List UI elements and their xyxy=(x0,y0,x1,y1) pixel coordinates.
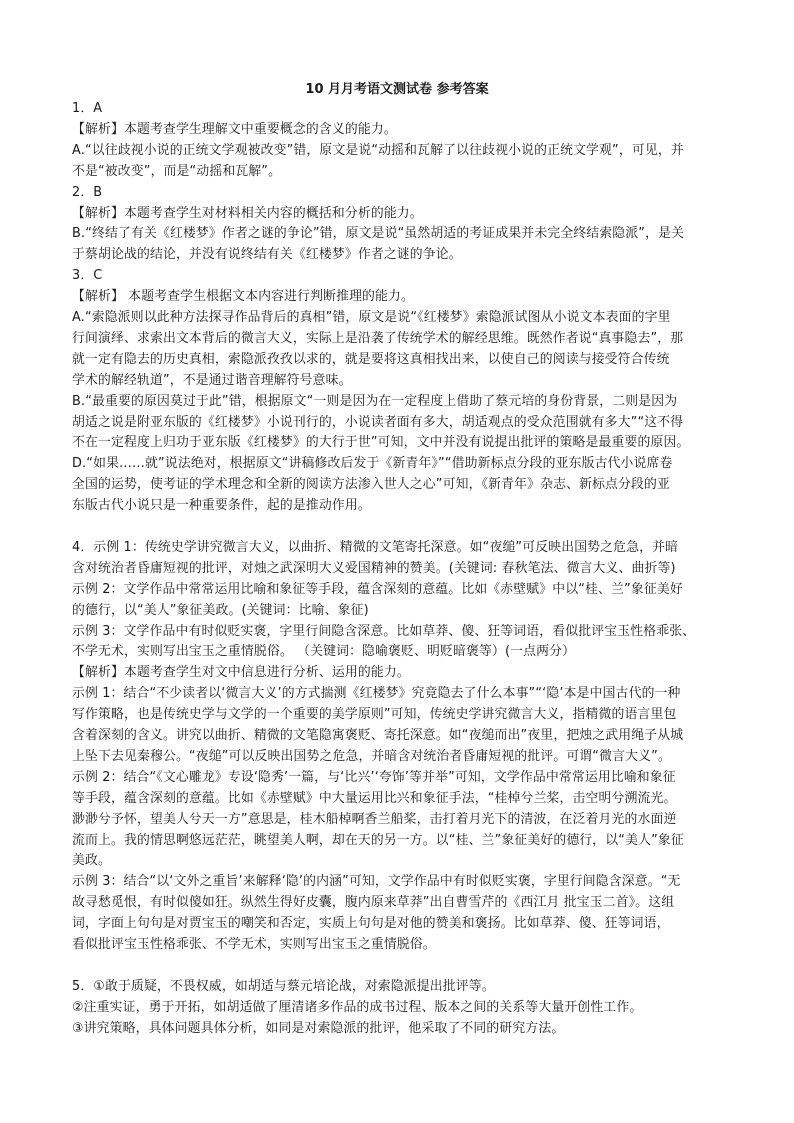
text-line: 不是“被改变”，而是“动摇和瓦解”。 xyxy=(72,163,282,179)
text-line: 词，字面上句句是对贾宝玉的嘲笑和否定，实质上句句是对他的赞美和褒扬。比如草莽、傻、狂等词语， xyxy=(72,916,670,932)
text-line: 2．B xyxy=(72,184,103,200)
text-line: 上坠下去见秦穆公。“夜缒”可以反映出国势之危急，并暗含对统治者昏庸短视的批评。可谓“微言大义”。 xyxy=(72,748,671,764)
text-line: 【解析】本题考查学生理解文中重要概念的含义的能力。 xyxy=(72,121,397,137)
text-line: 全国的运势，使考证的学术理念和全新的阅读方法渗入世人之心”可知，《新青年》杂志、新标点分段的亚 xyxy=(72,477,671,493)
text-line: A.“以往歧视小说的正统文学观被改变”错，原文是说“动摇和瓦解了以往歧视小说的正统文学观”，可见，并 xyxy=(72,142,684,158)
text-line: 学术的解经轨道”，不是通过谐音理解符号意味。 xyxy=(72,372,352,388)
text-line: 写作策略，也是传统史学与文学的一个重要的美学原则”可知，传统史学讲究微言大义，指精微的语言里包 xyxy=(72,707,677,723)
text-line: 故寻愁觅恨，有时似傻如狂。纵然生得好皮囊，腹内原来草莽”出自曹雪芹的《西江月 批宝玉二首》。这组 xyxy=(72,895,675,911)
text-line: 4．示例 1：传统史学讲究微言大义，以曲折、精微的文笔寄托深意。如“夜缒”可反映出国势之危急，并暗 xyxy=(72,539,679,555)
text-line: 的德行，以“美人”象征美政。(关键词：比喻、象征) xyxy=(72,602,369,618)
text-line: 示例 1：结合“不少读者以‘微言大义’的方式揣测《红楼梦》究竟隐去了什么本事”“‘隐’本是中国古代的一种 xyxy=(72,686,681,702)
text-line: 美政。 xyxy=(72,853,111,869)
text-line: 不学无术，实则写出宝玉之重情脱俗。 （关键词：隐喻褒贬、明贬暗褒等）(一点两分） xyxy=(72,644,576,660)
text-line: D.“如果……就”说法绝对，根据原文“讲稿修改后发于《新青年》”“借助新标点分段的亚东版古代小说席卷 xyxy=(72,456,673,472)
text-line: 等手段，蕴含深刻的意蕴。比如《赤壁赋》中大量运用比兴和象征手法，“桂棹兮兰桨，击空明兮溯流光。 xyxy=(72,790,677,806)
text-line: 含着深刻的含义。讲究以曲折、精微的文笔隐寓褒贬、寄托深意。如“夜缒而出”夜里，把烛之武用绳子从城 xyxy=(72,728,684,743)
text-line: 看似批评宝玉性格乖张、不学无术，实则写出宝玉之重情脱俗。 xyxy=(72,937,436,952)
text-line: 5．①敢于质疑，不畏权威，如胡适与蔡元培论战，对索隐派提出批评等。 xyxy=(72,978,495,994)
text-line: 东版古代小说只是一种重要条件，起的是推动作用。 xyxy=(72,498,371,514)
text-line: A.“索隐派则以此种方法探寻作品背后的真相”错，原文是说“《红楼梦》索隐派试图从小说文本表面的字里 xyxy=(72,310,671,325)
text-line: 【解析】本题考查学生对材料相关内容的概括和分析的能力。 xyxy=(72,205,423,221)
text-line: 示例 2：结合“《文心雕龙》专设‘隐秀’一篇，与‘比兴’‘夸饰’等并举”可知，文学作品中常常运用比喻和象征 xyxy=(72,769,676,785)
text-line: 流而上。我的情思啊悠远茫茫，眺望美人啊，却在天的另一方。以“桂、兰”象征美好的德行，以“美人”象征 xyxy=(72,832,684,848)
text-line: 就一定有隐去的历史真相，索隐派孜孜以求的，就是要将这真相找出来，以使自己的阅读与接受符合传统 xyxy=(72,351,670,367)
page-title: 10 月月考语文测试卷 参考答案 xyxy=(305,82,489,97)
text-line: 【解析】 本题考查学生根据文本内容进行判断推理的能力。 xyxy=(72,289,415,305)
text-line: 胡适之说是附亚东版的《红楼梦》小说刊行的，小说读者面有多大，胡适观点的受众范围就有多大”“这不得 xyxy=(72,414,684,430)
text-line: 不在一定程度上归功于亚东版《红楼梦》的大行于世”可知，文中并没有说提出批评的策略是最重要的原因。 xyxy=(72,435,690,451)
text-line: 示例 3：文学作品中有时似贬实褒，字里行间隐含深意。比如草莽、傻、狂等词语，看似批评宝玉性格乖张、 xyxy=(72,623,696,639)
text-line: 3．C xyxy=(72,268,103,284)
text-line: 含对统治者昏庸短视的批评，对烛之武深明大义爱国精神的赞美。(关键词: 春秋笔法、微言大义、曲折等) xyxy=(72,560,676,576)
text-line: B.“最重要的原因莫过于此”错，根据原文“一则是因为在一定程度上借助了蔡元培的身份背景，二则是因为 xyxy=(72,393,678,409)
text-line: ③讲究策略，具体问题具体分析，如同是对索隐派的批评，他采取了不同的研究方法。 xyxy=(72,1020,565,1036)
text-line: 示例 3：结合“以‘文外之重旨’来解释‘隐’的内涵”可知，文学作品中有时似贬实褒，字里行间隐含深意。“无 xyxy=(72,874,681,890)
text-line: 行间演绎、求索出文本背后的微言大义，实际上是沿袭了传统学术的解经思维。既然作者说“真事隐去”，那 xyxy=(72,330,684,346)
text-line: 示例 2：文学作品中常常运用比喻和象征等手段，蕴含深刻的意蕴。比如《赤壁赋》中以“桂、兰”象征美好 xyxy=(72,581,683,597)
text-line: 【解析】本题考查学生对文中信息进行分析、运用的能力。 xyxy=(72,665,410,681)
text-line: ②注重实证，勇于开拓，如胡适做了厘清诸多作品的成书过程、版本之间的关系等大量开创性工作。 xyxy=(72,999,643,1015)
text-line: 于蔡胡论战的结论，并没有说终结有关《红楼梦》作者之谜的争论。 xyxy=(72,247,462,263)
text-line: 渺渺兮予怀，望美人兮天一方”意思是，桂木船棹啊香兰船桨，击打着月光下的清波，在泛着月光的水面逆 xyxy=(72,811,677,827)
text-line: 1．A xyxy=(72,101,103,116)
text-line: B.“终结了有关《红楼梦》作者之谜的争论”错，原文是说“虽然胡适的考证成果并未完全终结索隐派”，是关 xyxy=(72,226,685,242)
